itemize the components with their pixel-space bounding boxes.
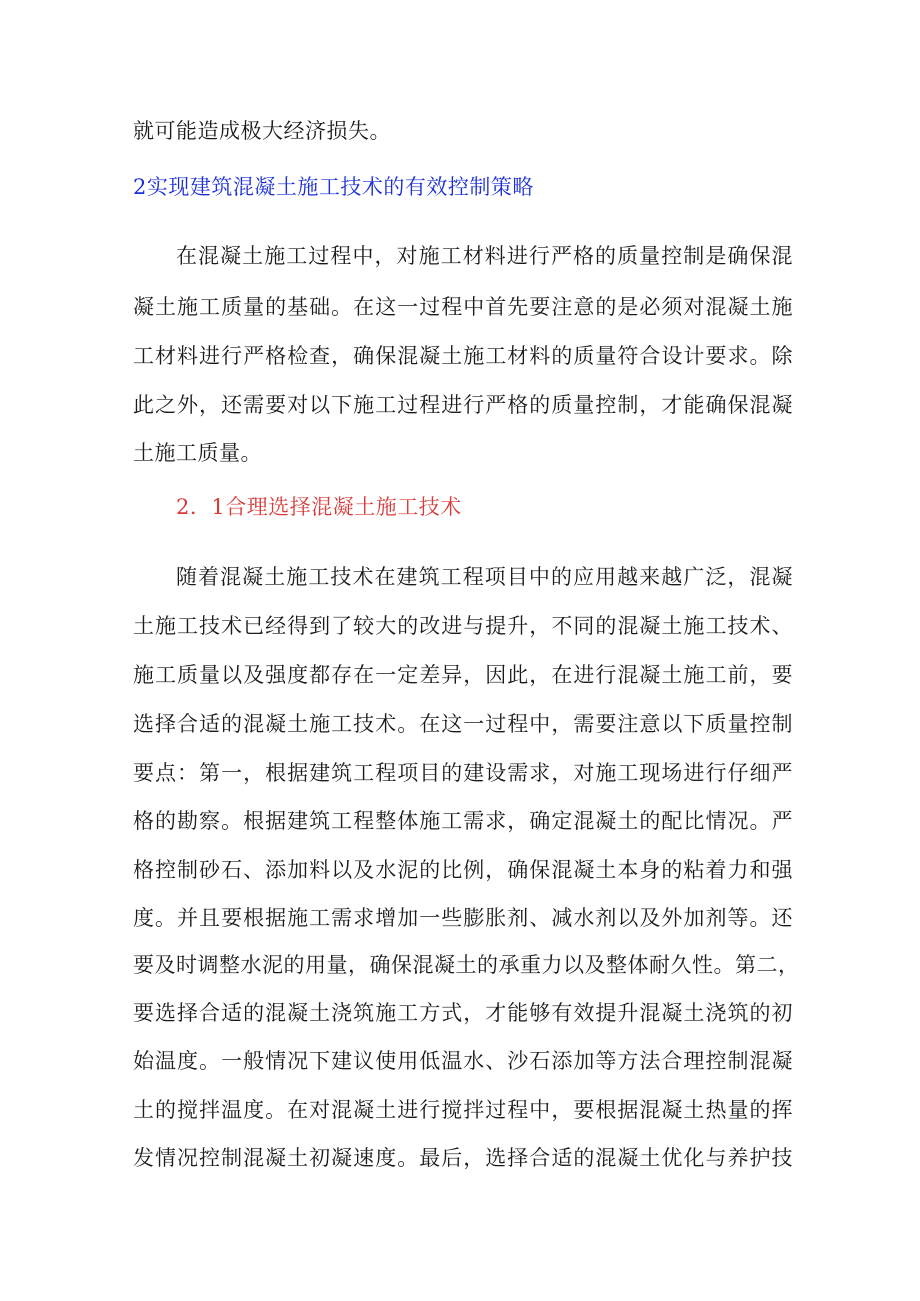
paragraph-line: 格控制砂石、添加料以及水泥的比例，确保混凝土本身的粘着力和强 [133, 858, 793, 882]
section-2-heading: 2实现建筑混凝土施工技术的有效控制策略 [133, 175, 534, 199]
paragraph-line: 此之外，还需要对以下施工过程进行严格的质量控制，才能确保混凝 [133, 393, 793, 417]
paragraph-line: 凝土施工质量的基础。在这一过程中首先要注意的是必须对混凝土施 [133, 295, 793, 319]
paragraph-line: 随着混凝土施工技术在建筑工程项目中的应用越来越广泛，混凝 [176, 565, 793, 589]
paragraph-line: 发情况控制混凝土初凝速度。最后，选择合适的混凝土优化与养护技 [133, 1146, 793, 1170]
paragraph-line: 格的勘察。根据建筑工程整体施工需求，确定混凝土的配比情况。严 [133, 809, 793, 833]
intro-line: 就可能造成极大经济损失。 [133, 119, 391, 143]
paragraph-line: 选择合适的混凝土施工技术。在这一过程中，需要注意以下质量控制 [133, 712, 793, 736]
paragraph-line: 始温度。一般情况下建议使用低温水、沙石添加等方法合理控制混凝 [133, 1049, 793, 1073]
paragraph-line: 要点：第一，根据建筑工程项目的建设需求，对施工现场进行仔细严 [133, 761, 793, 785]
paragraph-line: 施工质量以及强度都存在一定差异，因此，在进行混凝土施工前，要 [133, 663, 793, 687]
paragraph-line: 土施工质量。 [133, 441, 262, 465]
paragraph-line: 工材料进行严格检查，确保混凝土施工材料的质量符合设计要求。除 [133, 344, 793, 368]
paragraph-line: 要选择合适的混凝土浇筑施工方式，才能够有效提升混凝土浇筑的初 [133, 1001, 793, 1025]
paragraph-line: 要及时调整水泥的用量，确保混凝土的承重力以及整体耐久性。第二， [133, 953, 800, 977]
section-2-1-heading: 2．1合理选择混凝土施工技术 [176, 495, 462, 519]
paragraph-line: 土施工技术已经得到了较大的改进与提升，不同的混凝土施工技术、 [133, 614, 793, 638]
paragraph-line: 土的搅拌温度。在对混凝土进行搅拌过程中，要根据混凝土热量的挥 [133, 1098, 793, 1122]
paragraph-line: 度。并且要根据施工需求增加一些膨胀剂、减水剂以及外加剂等。还 [133, 906, 793, 930]
paragraph-line: 在混凝土施工过程中，对施工材料进行严格的质量控制是确保混 [176, 244, 793, 268]
